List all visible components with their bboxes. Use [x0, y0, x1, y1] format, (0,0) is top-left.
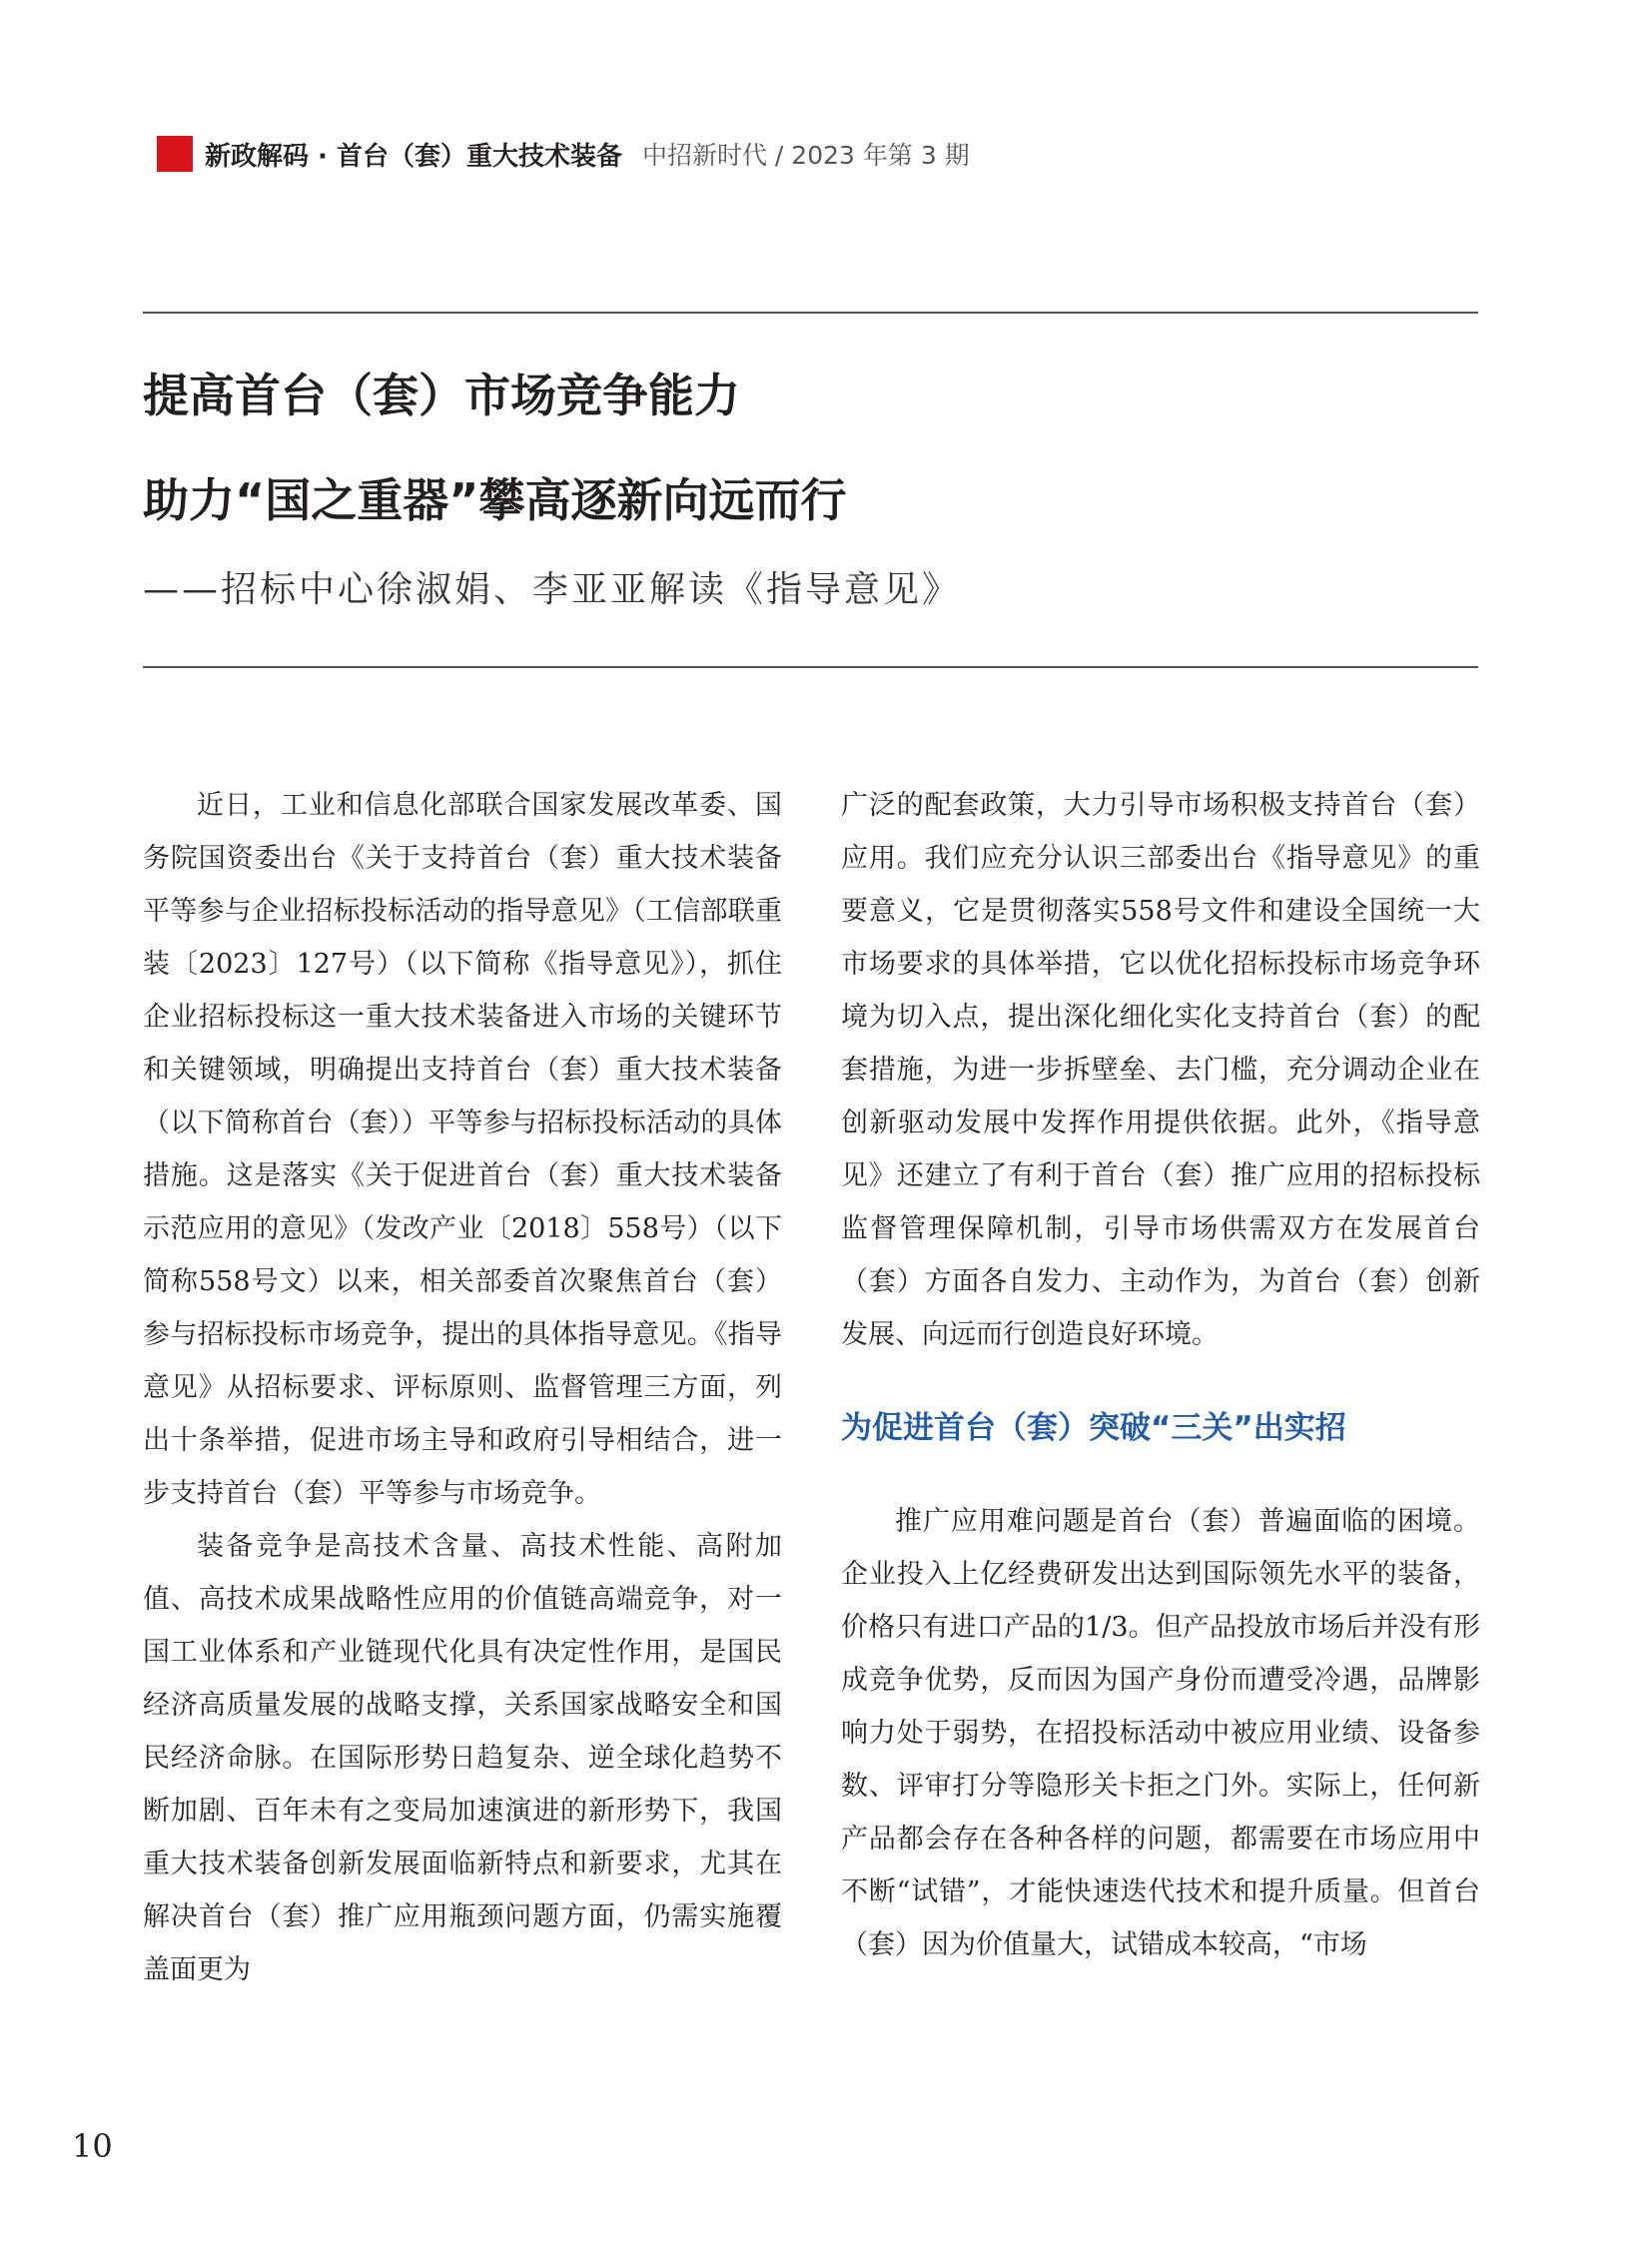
paragraph: 装备竞争是高技术含量、高技术性能、高附加值、高技术成果战略性应用的价值链高端竞争，对一国工业体系和产业链现代化具有决定性作用，是国民经济高质量发展的战略支撑，关系国家战略安全和国民经济命脉。在国际形势日趋复杂、逆全球化趋势不断加剧、百年未有之变局加速演进的新形势下，我国重大技术装备创新发展面临新特点和新要求，尤其在解决首台（套）推广应用瓶颈问题方面，仍需实施覆盖面更为 — [143, 1531, 782, 1985]
section-title: 新政解码 · 首台（套）重大技术装备 — [205, 141, 622, 172]
article-title-line1: 提高首台（套）市场竞争能力 — [143, 369, 740, 422]
paragraph: 广泛的配套政策，大力引导市场积极支持首台（套）应用。我们应充分认识三部委出台《指导意见》的重要意义，它是贯彻落实558号文件和建设全国统一大市场要求的具体举措，它以优化招标投标市场竞争环境为切入点，提出深化细化实化支持首台（套）的配套措施，为进一步拆壁垒、去门槛，充分调动企业在创新驱动发展中发挥作用提供依据。此外，《指导意见》还建立了有利于首台（套）推广应用的招标投标监督管理保障机制，引导市场供需双方在发展首台（套）方面各自发力、主动作为，为首台（套）创新发展、向远而行创造良好环境。 — [841, 790, 1480, 1350]
article-subtitle: ——招标中心徐淑娟、李亚亚解读《指导意见》 — [143, 569, 962, 610]
body-column-left — [143, 779, 782, 1996]
journal-issue: 中招新时代 / 2023 年第 3 期 — [641, 141, 970, 170]
title-rule-top — [143, 312, 1478, 314]
title-rule-bottom — [143, 666, 1478, 668]
section-marker — [157, 136, 193, 172]
running-header — [157, 136, 970, 172]
article-title-line2: 助力“国之重器”攀高逐新向远而行 — [143, 473, 847, 527]
section-heading: 为促进首台（套）突破“三关”出实招 — [841, 1410, 1346, 1446]
body-column-right — [841, 779, 1480, 1971]
paragraph: 推广应用难问题是首台（套）普遍面临的困境。企业投入上亿经费研发出达到国际领先水平的装备，价格只有进口产品的1/3。但产品投放市场后并没有形成竞争优势，反而因为国产身份而遭受冷遇，品牌影响力处于弱势，在招投标活动中被应用业绩、设备参数、评审打分等隐形关卡拒之门外。实际上，任何新产品都会存在各种各样的问题，都需要在市场应用中不断“试错”，才能快速迭代技术和提升质量。但首台（套）因为价值量大，试错成本较高，“市场 — [841, 1506, 1480, 1960]
page-number: 10 — [72, 2127, 113, 2165]
paragraph: 近日，工业和信息化部联合国家发展改革委、国务院国资委出台《关于支持首台（套）重大技术装备平等参与企业招标投标活动的指导意见》（工信部联重装〔2023〕127号）（以下简称《指导意见》），抓住企业招标投标这一重大技术装备进入市场的关键环节和关键领域，明确提出支持首台（套）重大技术装备（以下简称首台（套））平等参与招标投标活动的具体措施。这是落实《关于促进首台（套）重大技术装备示范应用的意见》（发改产业〔2018〕558号）（以下简称558号文）以来，相关部委首次聚焦首台（套）参与招标投标市场竞争，提出的具体指导意见。《指导意见》从招标要求、评标原则、监督管理三方面，列出十条举措，促进市场主导和政府引导相结合，进一步支持首台（套）平等参与市场竞争。 — [143, 790, 782, 1509]
